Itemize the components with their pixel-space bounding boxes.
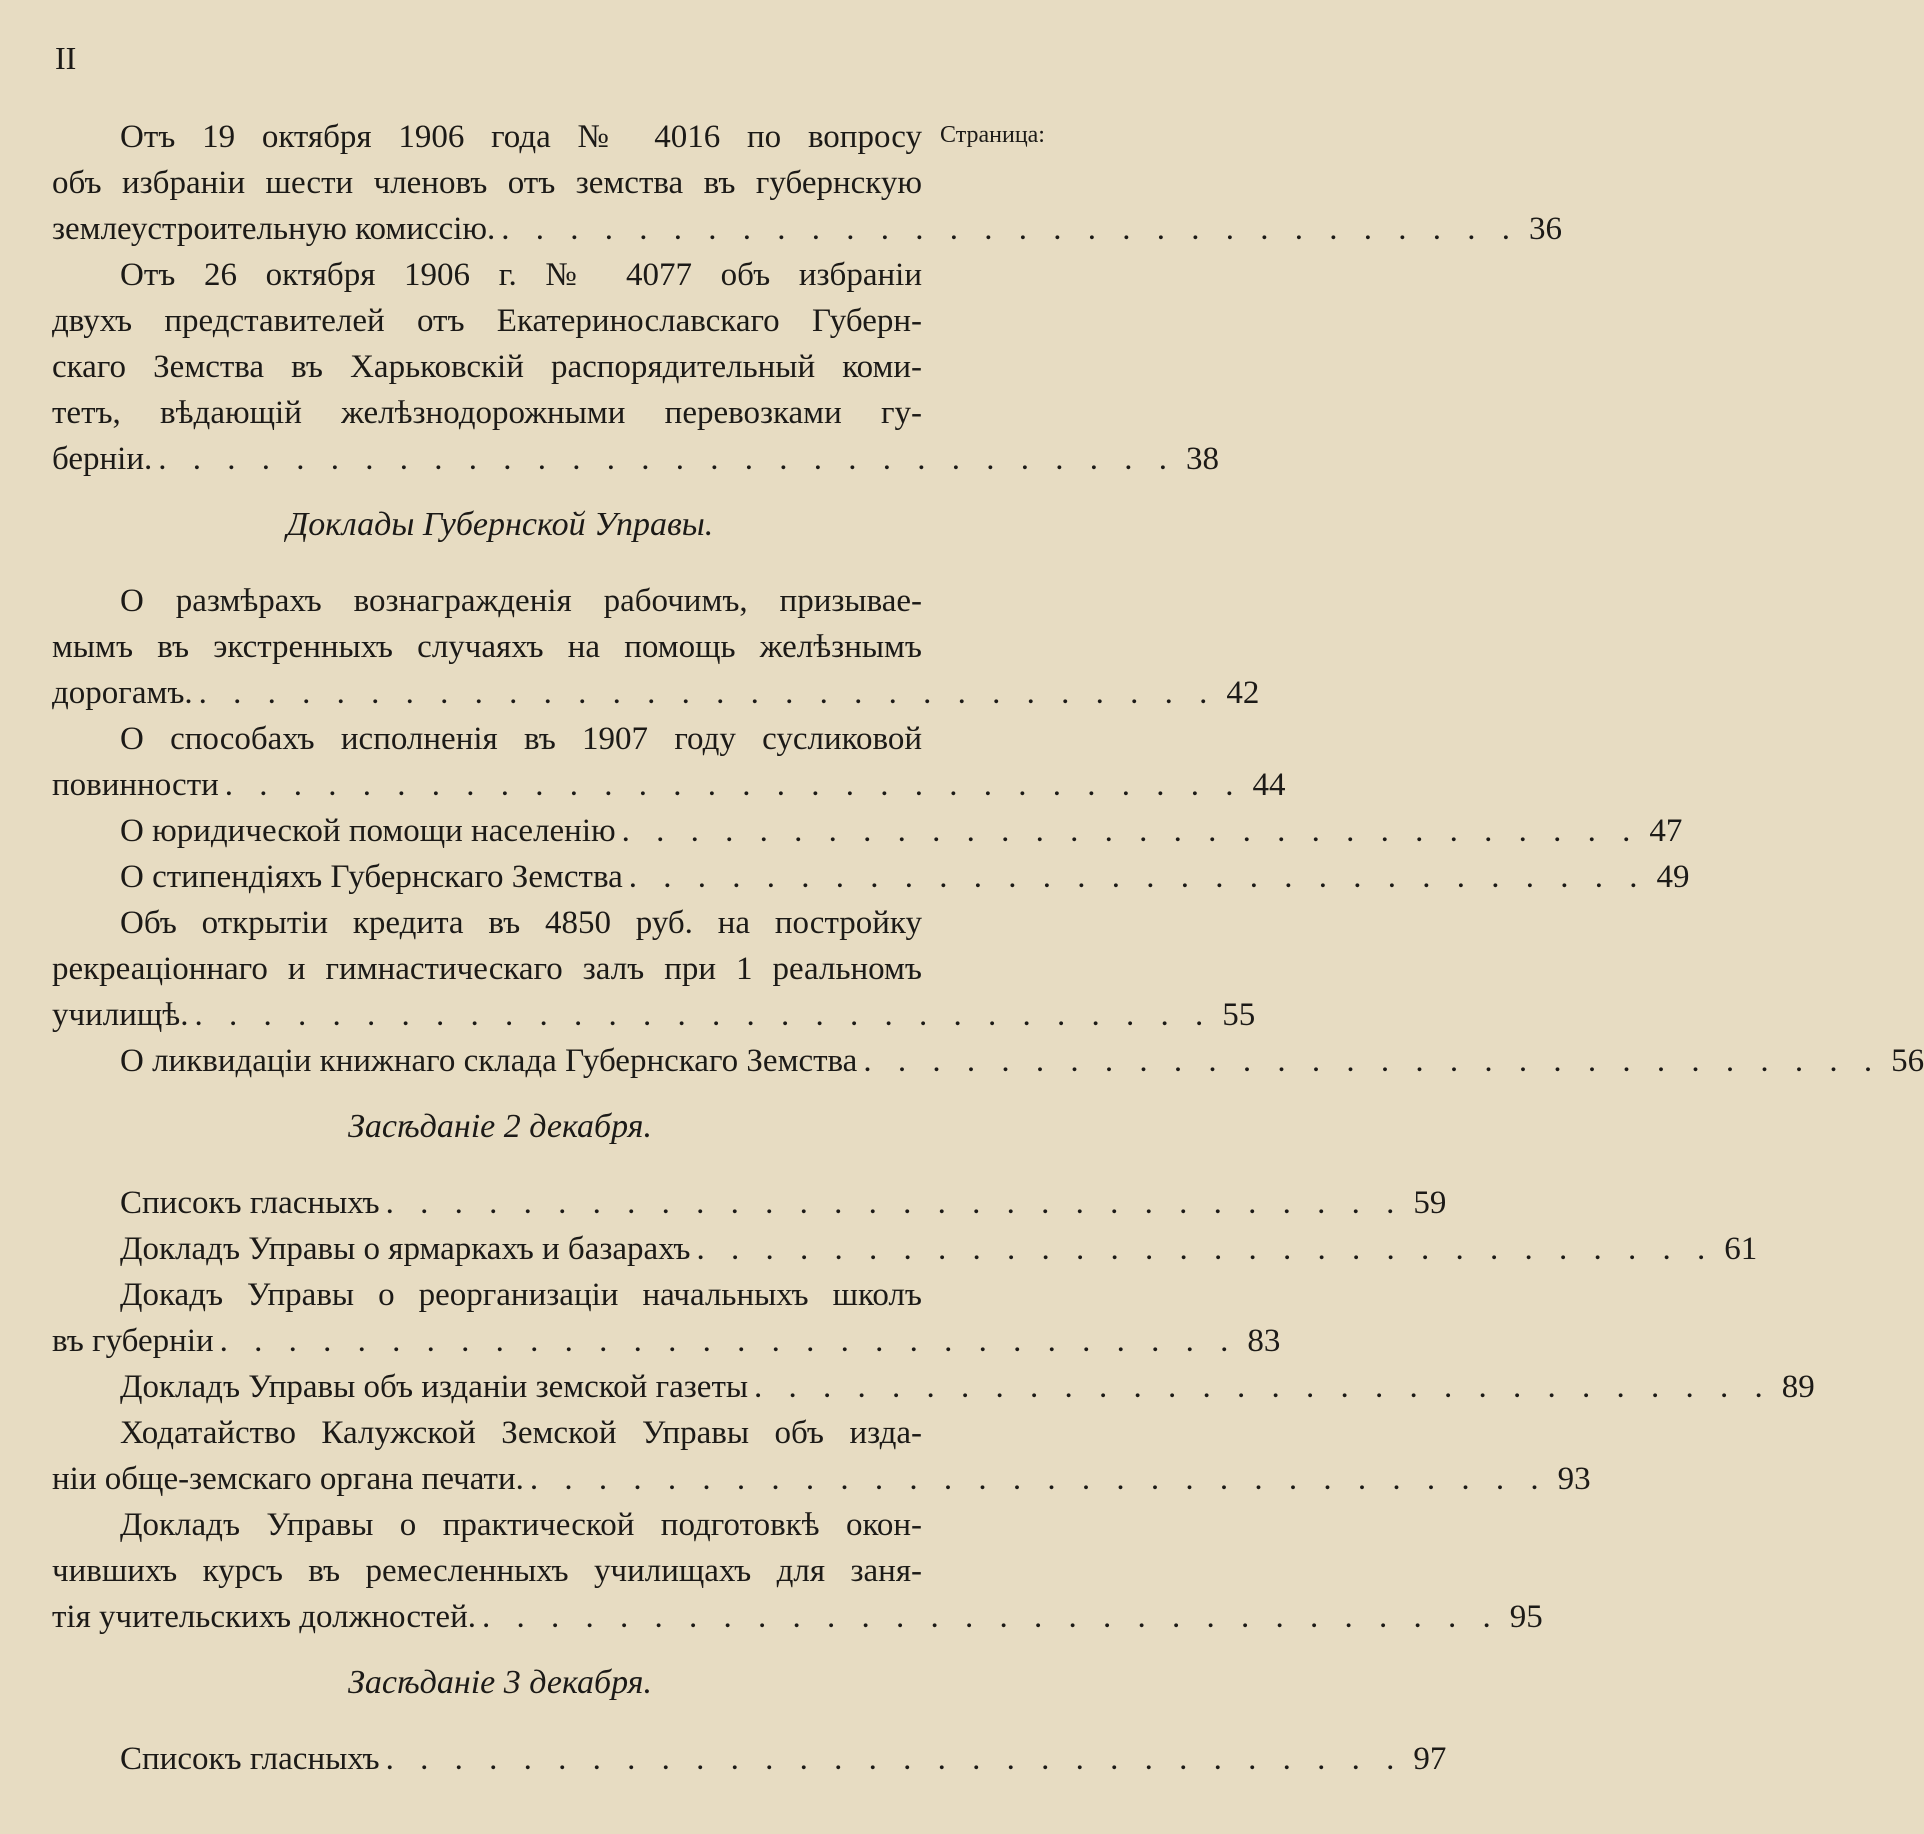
toc-entry-line: скаго Земства въ Харьковскій распорядительный коми- xyxy=(52,349,922,385)
dot-leader: . . . . . . . . . . . . . . . . . . . . . . . . . . . . . . xyxy=(219,1323,1238,1359)
toc-entry xyxy=(52,578,1260,716)
toc-entry-last-line xyxy=(52,808,1683,854)
toc-entry-last-line xyxy=(52,762,1286,808)
toc-entry xyxy=(52,716,1286,808)
toc-entry-last-line xyxy=(52,854,1690,900)
toc-entry-line: Докадъ Управы о реорганизаціи начальныхъ школъ xyxy=(120,1277,922,1313)
toc-entry-last-line xyxy=(52,206,1563,252)
toc-entry-line: Отъ 19 октября 1906 года № 4016 по вопросу xyxy=(120,119,922,155)
toc-entry-text: землеустроительную комиссію. xyxy=(52,211,496,247)
dot-leader: . . . . . . . . . . . . . . . . . . . . . . . . . . . . . . xyxy=(385,1741,1404,1777)
toc-entry-text: Докладъ Управы о ярмаркахъ и базарахъ xyxy=(120,1231,691,1267)
toc-entry xyxy=(52,854,1690,900)
toc-entry-last-line xyxy=(52,1226,1758,1272)
dot-leader: . . . . . . . . . . . . . . . . . . . . . . . . . . . . . . xyxy=(501,211,1520,247)
toc-page-number: 83 xyxy=(1247,1323,1281,1359)
toc-entry-line: Объ открытіи кредита въ 4850 руб. на постройку xyxy=(120,905,922,941)
toc-entry-last-line xyxy=(52,670,1260,716)
toc-entry-line: мымъ въ экстренныхъ случаяхъ на помощь желѣзнымъ xyxy=(52,629,922,665)
toc-entry-line: Докладъ Управы о практической подготовкѣ окон- xyxy=(120,1507,922,1543)
toc-entry-last-line xyxy=(52,1594,1543,1640)
toc-entry-text: повинности xyxy=(52,767,219,803)
page-column-header: Страница: xyxy=(940,122,1045,148)
toc-entry-line: двухъ представителей отъ Екатеринославскаго Губерн- xyxy=(52,303,922,339)
toc-entry-line: Отъ 26 октября 1906 г. № 4077 объ избраніи xyxy=(120,257,922,293)
toc-entry xyxy=(52,1364,1815,1410)
toc-entry-line: Ходатайство Калужской Земской Управы объ изда- xyxy=(120,1415,922,1451)
toc-page-number: 44 xyxy=(1252,767,1286,803)
dot-leader: . . . . . . . . . . . . . . . . . . . . . . . . . . . . . . xyxy=(194,997,1213,1033)
toc-page-number: 36 xyxy=(1529,211,1563,247)
toc-entry-text: Списокъ гласныхъ xyxy=(120,1185,380,1221)
toc-entry-line: рекреаціоннаго и гимнастическаго залъ при 1 реальномъ xyxy=(52,951,922,987)
toc-entry-last-line xyxy=(52,1456,1591,1502)
dot-leader: . . . . . . . . . . . . . . . . . . . . . . . . . . . . . . xyxy=(385,1185,1404,1221)
toc-entry-last-line xyxy=(52,1038,1924,1084)
dot-leader: . . . . . . . . . . . . . . . . . . . . . . . . . . . . . . xyxy=(198,675,1217,711)
toc-entry xyxy=(52,1272,1281,1364)
toc-entry-last-line xyxy=(52,992,1256,1038)
toc-entry-text: въ губерніи xyxy=(52,1323,214,1359)
dot-leader: . . . . . . . . . . . . . . . . . . . . . . . . . . . . . . xyxy=(621,813,1640,849)
toc-entry xyxy=(52,1226,1758,1272)
toc-entry-last-line xyxy=(52,1180,1447,1226)
toc-entry xyxy=(52,900,1256,1038)
toc-entry-text: берніи. xyxy=(52,441,153,477)
dot-leader: . . . . . . . . . . . . . . . . . . . . . . . . . . . . . . xyxy=(696,1231,1715,1267)
dot-leader: . . . . . . . . . . . . . . . . . . . . . . . . . . . . . . xyxy=(863,1043,1882,1079)
toc-entry-text: училищѣ. xyxy=(52,997,189,1033)
toc-entry-text: О юридической помощи населенію xyxy=(120,813,616,849)
toc-entry xyxy=(52,252,1219,482)
toc-entry-text: тія учительскихъ должностей. xyxy=(52,1599,476,1635)
toc-entry-line: О способахъ исполненія въ 1907 году сусликовой xyxy=(120,721,922,757)
toc-entry xyxy=(52,1038,1924,1084)
toc-page-number: 42 xyxy=(1226,675,1260,711)
dot-leader: . . . . . . . . . . . . . . . . . . . . . . . . . . . . . . xyxy=(754,1369,1772,1405)
section-title: Засѣданіе 3 декабря. xyxy=(348,1664,652,1701)
toc-entry-text: дорогамъ. xyxy=(52,675,193,711)
dot-leader: . . . . . . . . . . . . . . . . . . . . . . . . . . . . . . xyxy=(628,859,1647,895)
toc-entry-text: Докладъ Управы объ изданіи земской газеты xyxy=(120,1369,749,1405)
section-title: Засѣданіе 2 декабря. xyxy=(348,1108,652,1145)
toc-entry-line: объ избраніи шести членовъ отъ земства въ губернскую xyxy=(52,165,922,201)
toc-entry xyxy=(52,1502,1543,1640)
toc-page-number: 95 xyxy=(1509,1599,1543,1635)
toc-page-number: 55 xyxy=(1222,997,1256,1033)
section-title: Доклады Губернской Управы. xyxy=(286,506,714,543)
toc-page-number: 49 xyxy=(1656,859,1690,895)
toc-page-number: 59 xyxy=(1413,1185,1447,1221)
toc-page-number: 61 xyxy=(1724,1231,1758,1267)
toc-entry-text: ніи обще-земскаго органа печати. xyxy=(52,1461,524,1497)
toc-entry-text: Списокъ гласныхъ xyxy=(120,1741,380,1777)
toc-entry-line: чившихъ курсъ въ ремесленныхъ училищахъ для заня- xyxy=(52,1553,922,1589)
toc-entry xyxy=(52,1180,1447,1226)
dot-leader: . . . . . . . . . . . . . . . . . . . . . . . . . . . . . . xyxy=(482,1599,1500,1635)
toc-entry-last-line xyxy=(52,1318,1281,1364)
toc-entry xyxy=(52,1736,1447,1782)
toc-page-number: 38 xyxy=(1186,441,1219,477)
toc-entry xyxy=(52,808,1683,854)
toc-entry xyxy=(52,1410,1591,1502)
dot-leader: . . . . . . . . . . . . . . . . . . . . . . . . . . . . . . xyxy=(529,1461,1548,1497)
toc-entry-last-line xyxy=(52,1364,1815,1410)
toc-entry-text: О стипендіяхъ Губернскаго Земства xyxy=(120,859,623,895)
toc-page-number: 47 xyxy=(1649,813,1683,849)
toc-entry xyxy=(52,114,1563,252)
toc-page-number: 89 xyxy=(1781,1369,1815,1405)
toc-entry-last-line xyxy=(52,1736,1447,1782)
toc-entry-line: тетъ, вѣдающій желѣзнодорожными перевозками гу- xyxy=(52,395,922,431)
toc-page-number: 56 xyxy=(1891,1043,1924,1079)
toc-entry-last-line xyxy=(52,436,1219,482)
toc-page-number: 97 xyxy=(1413,1741,1447,1777)
dot-leader: . . . . . . . . . . . . . . . . . . . . . . . . . . . . . . xyxy=(224,767,1243,803)
dot-leader: . . . . . . . . . . . . . . . . . . . . . . . . . . . . . . xyxy=(158,441,1176,477)
toc-page-number: 93 xyxy=(1557,1461,1591,1497)
toc-entry-line: О размѣрахъ вознагражденія рабочимъ, призывае- xyxy=(120,583,922,619)
toc-entry-text: О ликвидаціи книжнаго склада Губернскаго Земства xyxy=(120,1043,858,1079)
page-number: II xyxy=(55,40,77,76)
